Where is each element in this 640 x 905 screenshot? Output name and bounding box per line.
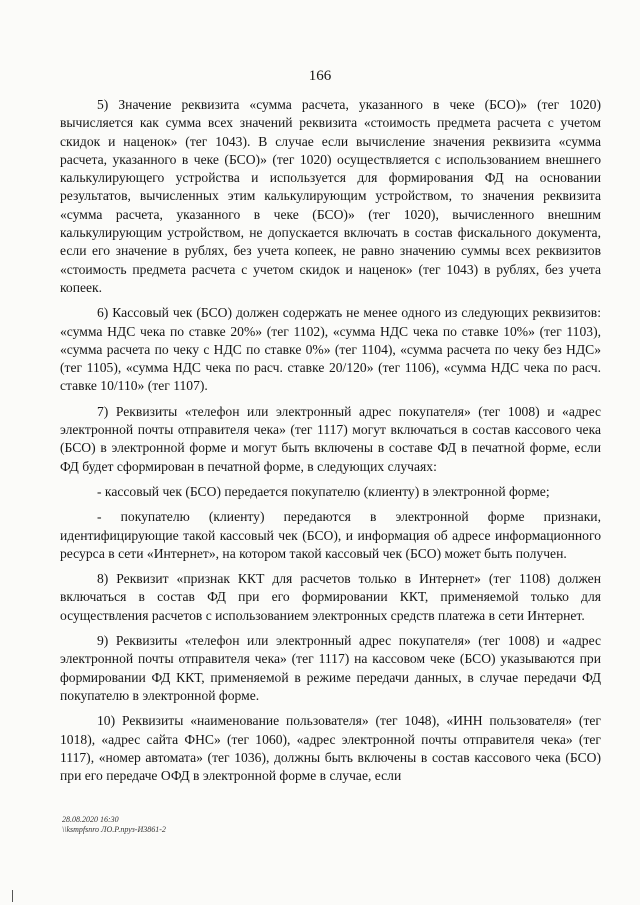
paragraph-7: 7) Реквизиты «телефон или электронный адрес покупателя» (тег 1008) и «адрес электронной почты отправителя чека» (тег 1117) могут включаться в состав кассового чека (БСО) в электронной форме и могут быть включены в составе ФД в печатной форме, если ФД будет сформирован в печатной форме, в следующих случаях: — [60, 403, 601, 474]
paragraph-9: 9) Реквизиты «телефон или электронный адрес покупателя» (тег 1008) и «адрес электронной почты отправителя чека» (тег 1117) на кассовом чеке (БСО) указываются при формировании ФД ККТ, применяемой в режиме передачи данных, в случае передачи ФД покупателю в электронной форме. — [60, 633, 601, 703]
paragraph-8: 8) Реквизит «признак ККТ для расчетов только в Интернет» (тег 1108) должен включаться в состав ФД при его формировании ККТ, применяемой только для осуществления расчетов с использованием электронных средств платежа в сети Интернет. — [60, 571, 601, 623]
page-number: 166 — [308, 68, 332, 84]
paragraph-6: 6) Кассовый чек (БСО) должен содержать не менее одного из следующих реквизитов: «сумма НДС чека по ставке 20%» (тег 1102), «сумма НДС чека по ставке 10%» (тег 1103), «сумма расчета по чеку с НДС по ставке 0%» (тег 1104), «сумма расчета по чеку без НДС» (тег 1105), «сумма НДС чека по расч. ставке 20/120» (тег 1106), «сумма НДС чека по расч. ставке 10/110» (тег 1107). — [60, 305, 601, 394]
list-item-2: - покупателю (клиенту) передаются в электронной форме признаки, идентифицирующие такой кассовый чек (БСО), и информация об адресе информационного ресурса в сети «Интернет», на котором такой кассовый чек (БСО) может быть получен. — [60, 509, 601, 561]
document-footer — [62, 815, 166, 835]
document-body — [60, 96, 601, 792]
list-item-1: - кассовый чек (БСО) передается покупателю (клиенту) в электронной форме; — [97, 483, 550, 499]
footer-timestamp: 28.08.2020 16:30 — [62, 815, 119, 824]
paragraph-10: 10) Реквизиты «наименование пользователя» (тег 1048), «ИНН пользователя» (тег 1018), «адрес сайта ФНС» (тег 1060), «адрес электронной почты отправителя чека» (тег 1117), «номер автомата» (тег 1036), должны быть включены в состав кассового чека (БСО) при его передаче ОФД в электронной форме в случае, если — [60, 713, 601, 784]
scan-edge-mark — [12, 890, 13, 902]
paragraph-5: 5) Значение реквизита «сумма расчета, указанного в чеке (БСО)» (тег 1020) вычисляется как сумма всех значений реквизита «стоимость предмета расчета с учетом скидок и наценок» (тег 1043). В случае если вычисление значения реквизита «сумма расчета, указанного в чеке (БСО)» (тег 1020) осуществляется с использованием внешнего калькулирующего устройства и используется для формирования ФД на основании результатов, вычисленных этим калькулирующим устройством, то значения реквизита «сумма расчета, указанного в чеке (БСО)» (тег 1020), вычисленного внешним калькулирующим устройством, не допускается включать в состав фискального документа, если его значение в рублях, без учета копеек, не равно значению суммы всех реквизитов «стоимость предмета расчета с учетом скидок и наценок» (тег 1043) в рублях, без учета копеек. — [60, 97, 601, 295]
footer-file-path: \\ksmpfsnro ЛО.Р.пруз-И3861-2 — [62, 825, 166, 834]
